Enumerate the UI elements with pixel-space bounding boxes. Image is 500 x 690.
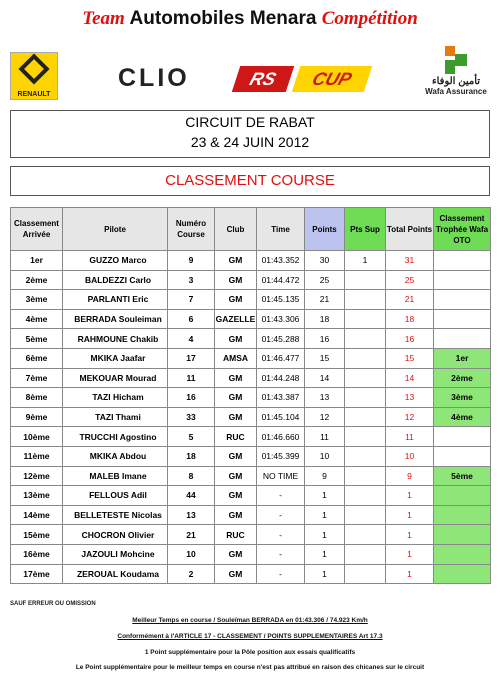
cell-position: 3ème bbox=[11, 290, 63, 310]
renault-logo bbox=[10, 52, 58, 100]
cell-time: 01:44.248 bbox=[257, 368, 305, 388]
cell-position: 12ème bbox=[11, 466, 63, 486]
col-header-points: Points bbox=[305, 208, 345, 251]
circuit-name: CIRCUIT DE RABAT bbox=[185, 114, 315, 130]
cell-position: 13ème bbox=[11, 486, 63, 506]
table-row bbox=[11, 290, 491, 310]
cell-total: 1 bbox=[386, 486, 434, 506]
table-row bbox=[11, 329, 491, 349]
cell-trophy bbox=[434, 486, 491, 506]
table-row bbox=[11, 407, 491, 427]
cell-pts-sup bbox=[345, 564, 386, 584]
cell-pilote: TAZI Thami bbox=[63, 407, 168, 427]
cell-trophy: 3ème bbox=[434, 388, 491, 408]
cell-club: GM bbox=[215, 368, 257, 388]
cell-club: GM bbox=[215, 466, 257, 486]
cell-position: 8ème bbox=[11, 388, 63, 408]
table-row bbox=[11, 348, 491, 368]
results-table bbox=[10, 207, 491, 584]
cell-time: 01:43.387 bbox=[257, 388, 305, 408]
col-header-pts-sup: Pts Sup bbox=[345, 208, 386, 251]
cell-club: GM bbox=[215, 251, 257, 271]
cell-pts-sup bbox=[345, 525, 386, 545]
cell-club: GM bbox=[215, 544, 257, 564]
disclaimer-note: SAUF ERREUR OU OMISSION bbox=[10, 601, 96, 607]
cell-total: 1 bbox=[386, 564, 434, 584]
cell-pilote: RAHMOUNE Chakib bbox=[63, 329, 168, 349]
chicanes-note: Le Point supplémentaire pour le meilleur temps en course n'est pas attribué en raison des chicanes sur le circuit bbox=[75, 664, 425, 671]
cell-trophy: 1er bbox=[434, 348, 491, 368]
cell-pilote: ZEROUAL Koudama bbox=[63, 564, 168, 584]
cell-total: 14 bbox=[386, 368, 434, 388]
cell-club: GM bbox=[215, 270, 257, 290]
cell-club: RUC bbox=[215, 427, 257, 447]
cell-trophy bbox=[434, 290, 491, 310]
cell-total: 1 bbox=[386, 544, 434, 564]
cell-position: 17ème bbox=[11, 564, 63, 584]
cell-numero: 2 bbox=[168, 564, 215, 584]
cell-pts-sup bbox=[345, 544, 386, 564]
table-row bbox=[11, 270, 491, 290]
table-header-row bbox=[11, 208, 491, 251]
cell-trophy: 5ème bbox=[434, 466, 491, 486]
article-note: Conformément à l'ARTICLE 17 - CLASSEMENT / POINTS SUPPLEMENTAIRES Art 17.3 bbox=[117, 633, 383, 640]
cell-pilote: MKIKA Jaafar bbox=[63, 348, 168, 368]
cell-club: GM bbox=[215, 446, 257, 466]
cell-total: 21 bbox=[386, 290, 434, 310]
table-row bbox=[11, 466, 491, 486]
table-row bbox=[11, 388, 491, 408]
cell-pilote: CHOCRON Olivier bbox=[63, 525, 168, 545]
cell-pilote: BELLETESTE Nicolas bbox=[63, 505, 168, 525]
cell-pilote: BERRADA Souleiman bbox=[63, 309, 168, 329]
cell-position: 14ème bbox=[11, 505, 63, 525]
cell-trophy bbox=[434, 270, 491, 290]
col-header-classement: Classement Arrivée bbox=[11, 208, 63, 251]
cell-numero: 3 bbox=[168, 270, 215, 290]
cell-pts-sup bbox=[345, 348, 386, 368]
wafa-assurance-logo bbox=[418, 44, 494, 102]
table-row bbox=[11, 505, 491, 525]
cell-trophy bbox=[434, 525, 491, 545]
event-dates: 23 & 24 JUIN 2012 bbox=[190, 134, 310, 150]
cell-points: 13 bbox=[305, 388, 345, 408]
cell-time: 01:45.135 bbox=[257, 290, 305, 310]
cell-pts-sup bbox=[345, 486, 386, 506]
table-row bbox=[11, 368, 491, 388]
cell-pts-sup bbox=[345, 329, 386, 349]
cell-points: 21 bbox=[305, 290, 345, 310]
cell-position: 15ème bbox=[11, 525, 63, 545]
cell-numero: 4 bbox=[168, 329, 215, 349]
cell-time: 01:43.306 bbox=[257, 309, 305, 329]
col-header-total: Total Points bbox=[386, 208, 434, 251]
table-row bbox=[11, 427, 491, 447]
cell-total: 15 bbox=[386, 348, 434, 368]
cell-total: 25 bbox=[386, 270, 434, 290]
cell-pilote: JAZOULI Mohcine bbox=[63, 544, 168, 564]
cell-numero: 8 bbox=[168, 466, 215, 486]
cell-position: 6ème bbox=[11, 348, 63, 368]
cell-time: - bbox=[257, 505, 305, 525]
cell-numero: 17 bbox=[168, 348, 215, 368]
cell-trophy bbox=[434, 544, 491, 564]
cell-club: GM bbox=[215, 388, 257, 408]
cell-position: 5ème bbox=[11, 329, 63, 349]
cell-numero: 7 bbox=[168, 290, 215, 310]
cell-time: - bbox=[257, 564, 305, 584]
cell-numero: 13 bbox=[168, 505, 215, 525]
cell-points: 1 bbox=[305, 564, 345, 584]
cell-pilote: PARLANTI Eric bbox=[63, 290, 168, 310]
cell-time: 01:46.660 bbox=[257, 427, 305, 447]
cell-points: 1 bbox=[305, 544, 345, 564]
cell-numero: 44 bbox=[168, 486, 215, 506]
team-suffix: Compétition bbox=[321, 8, 418, 29]
cell-pts-sup: 1 bbox=[345, 251, 386, 271]
cell-points: 9 bbox=[305, 466, 345, 486]
team-title bbox=[0, 8, 500, 30]
cell-time: - bbox=[257, 544, 305, 564]
cell-numero: 10 bbox=[168, 544, 215, 564]
cell-total: 12 bbox=[386, 407, 434, 427]
cell-pts-sup bbox=[345, 505, 386, 525]
table-row bbox=[11, 446, 491, 466]
cell-time: 01:43.352 bbox=[257, 251, 305, 271]
cell-numero: 33 bbox=[168, 407, 215, 427]
cell-time: 01:45.288 bbox=[257, 329, 305, 349]
cell-time: 01:45.399 bbox=[257, 446, 305, 466]
cell-pilote: MALEB Imane bbox=[63, 466, 168, 486]
cell-total: 13 bbox=[386, 388, 434, 408]
cell-time: 01:44.472 bbox=[257, 270, 305, 290]
rs-logo-text: RS bbox=[232, 66, 294, 92]
pole-note: 1 Point supplémentaire pour la Pôle position aux essais qualificatifs bbox=[144, 649, 356, 656]
cell-trophy bbox=[434, 505, 491, 525]
cell-position: 1er bbox=[11, 251, 63, 271]
table-row bbox=[11, 544, 491, 564]
cell-numero: 5 bbox=[168, 427, 215, 447]
wafa-emblem-icon bbox=[441, 44, 471, 76]
table-row bbox=[11, 486, 491, 506]
cell-numero: 21 bbox=[168, 525, 215, 545]
cell-position: 4ème bbox=[11, 309, 63, 329]
event-info-box bbox=[10, 110, 490, 158]
cell-club: RUC bbox=[215, 525, 257, 545]
table-row bbox=[11, 251, 491, 271]
col-header-time: Time bbox=[257, 208, 305, 251]
classement-title: CLASSEMENT COURSE bbox=[10, 166, 490, 196]
cell-pts-sup bbox=[345, 388, 386, 408]
cell-position: 10ème bbox=[11, 427, 63, 447]
cell-pilote: TAZI Hicham bbox=[63, 388, 168, 408]
col-header-club: Club bbox=[215, 208, 257, 251]
cup-logo-text: CUP bbox=[292, 66, 372, 92]
col-header-trophy: Classement Trophée Wafa OTO bbox=[434, 208, 491, 251]
cell-pts-sup bbox=[345, 427, 386, 447]
table-row bbox=[11, 309, 491, 329]
cell-pilote: GUZZO Marco bbox=[63, 251, 168, 271]
cell-club: GM bbox=[215, 407, 257, 427]
wafa-latin-text: Wafa Assurance bbox=[425, 87, 487, 96]
cell-position: 16ème bbox=[11, 544, 63, 564]
cell-pilote: MKIKA Abdou bbox=[63, 446, 168, 466]
cell-pts-sup bbox=[345, 290, 386, 310]
cell-points: 30 bbox=[305, 251, 345, 271]
cell-pts-sup bbox=[345, 270, 386, 290]
cell-pts-sup bbox=[345, 446, 386, 466]
cell-pilote: BALDEZZI Carlo bbox=[63, 270, 168, 290]
cell-trophy: 2ème bbox=[434, 368, 491, 388]
cell-position: 11ème bbox=[11, 446, 63, 466]
cell-pilote: FELLOUS Adil bbox=[63, 486, 168, 506]
cell-points: 14 bbox=[305, 368, 345, 388]
cell-position: 9ème bbox=[11, 407, 63, 427]
cell-points: 12 bbox=[305, 407, 345, 427]
best-lap-note: Meilleur Temps en course / Souleïman BERRADA en 01:43.306 / 74.923 Km/h bbox=[132, 617, 368, 624]
cell-club: GM bbox=[215, 329, 257, 349]
cell-points: 18 bbox=[305, 309, 345, 329]
cell-trophy: 4ème bbox=[434, 407, 491, 427]
cell-points: 1 bbox=[305, 525, 345, 545]
cell-total: 31 bbox=[386, 251, 434, 271]
cell-time: 01:46.477 bbox=[257, 348, 305, 368]
cell-club: GM bbox=[215, 486, 257, 506]
cell-total: 16 bbox=[386, 329, 434, 349]
renault-diamond-icon bbox=[18, 53, 49, 84]
cell-club: GAZELLE bbox=[215, 309, 257, 329]
cell-total: 10 bbox=[386, 446, 434, 466]
cell-time: NO TIME bbox=[257, 466, 305, 486]
cell-time: - bbox=[257, 486, 305, 506]
cell-numero: 9 bbox=[168, 251, 215, 271]
clio-rs-cup-logo bbox=[118, 62, 373, 94]
cell-points: 11 bbox=[305, 427, 345, 447]
cell-numero: 16 bbox=[168, 388, 215, 408]
cell-trophy bbox=[434, 446, 491, 466]
cell-pts-sup bbox=[345, 309, 386, 329]
cell-trophy bbox=[434, 427, 491, 447]
cell-club: GM bbox=[215, 564, 257, 584]
cell-trophy bbox=[434, 251, 491, 271]
cell-points: 25 bbox=[305, 270, 345, 290]
results-body bbox=[11, 251, 491, 584]
cell-position: 2ème bbox=[11, 270, 63, 290]
cell-points: 15 bbox=[305, 348, 345, 368]
team-prefix: Team bbox=[82, 8, 130, 29]
cell-trophy bbox=[434, 564, 491, 584]
cell-time: - bbox=[257, 525, 305, 545]
cell-numero: 11 bbox=[168, 368, 215, 388]
cell-pilote: TRUCCHI Agostino bbox=[63, 427, 168, 447]
team-name: Automobiles Menara bbox=[129, 8, 322, 29]
cell-total: 11 bbox=[386, 427, 434, 447]
cell-pts-sup bbox=[345, 368, 386, 388]
cell-points: 1 bbox=[305, 505, 345, 525]
renault-logo-text: RENAULT bbox=[17, 91, 51, 98]
clio-logo-text: CLIO bbox=[118, 64, 190, 92]
cell-total: 1 bbox=[386, 505, 434, 525]
cell-points: 16 bbox=[305, 329, 345, 349]
cell-total: 18 bbox=[386, 309, 434, 329]
cell-numero: 18 bbox=[168, 446, 215, 466]
cell-pts-sup bbox=[345, 407, 386, 427]
table-row bbox=[11, 564, 491, 584]
cell-pilote: MEKOUAR Mourad bbox=[63, 368, 168, 388]
wafa-arabic-text: تأمين الوفاء bbox=[431, 76, 481, 87]
cell-points: 1 bbox=[305, 486, 345, 506]
cell-club: GM bbox=[215, 290, 257, 310]
cell-trophy bbox=[434, 329, 491, 349]
cell-numero: 6 bbox=[168, 309, 215, 329]
cell-total: 9 bbox=[386, 466, 434, 486]
col-header-pilote: Pilote bbox=[63, 208, 168, 251]
col-header-numero: Numéro Course bbox=[168, 208, 215, 251]
cell-trophy bbox=[434, 309, 491, 329]
cell-pts-sup bbox=[345, 466, 386, 486]
cell-club: GM bbox=[215, 505, 257, 525]
cell-club: AMSA bbox=[215, 348, 257, 368]
cell-points: 10 bbox=[305, 446, 345, 466]
cell-total: 1 bbox=[386, 525, 434, 545]
table-row bbox=[11, 525, 491, 545]
cell-time: 01:45.104 bbox=[257, 407, 305, 427]
cell-position: 7ème bbox=[11, 368, 63, 388]
